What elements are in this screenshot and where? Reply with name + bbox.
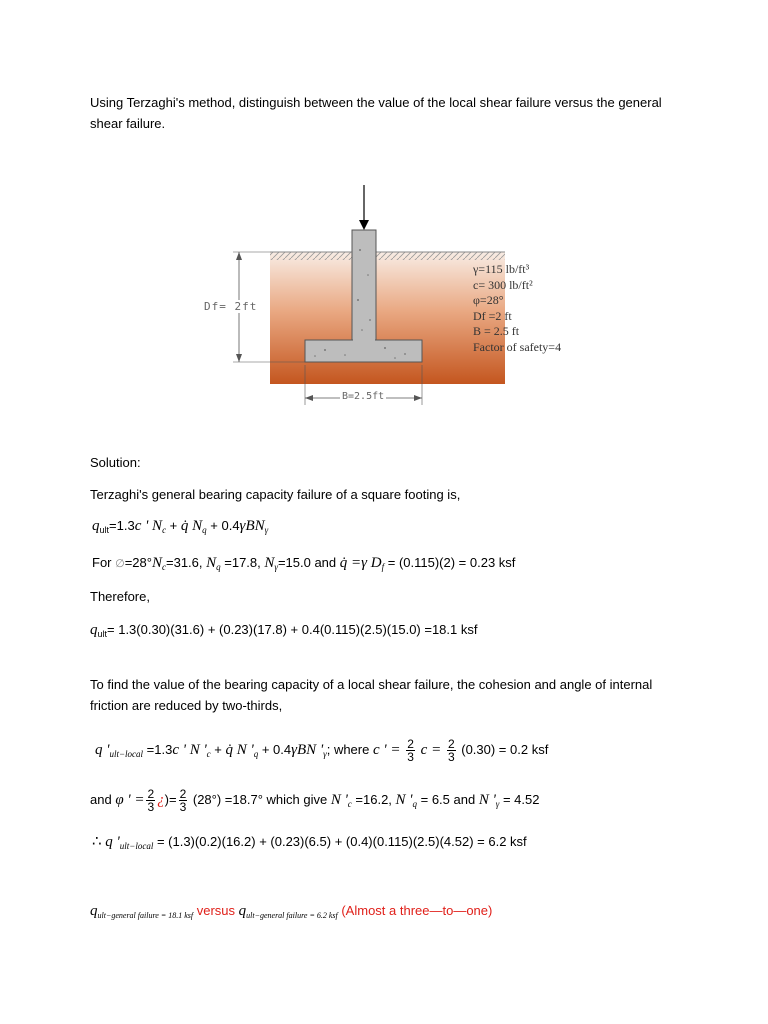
local-shear-intro-1: To find the value of the bearing capacity of a local shear failure, the cohesion and angle of internal xyxy=(90,677,653,692)
equation-local-capacity: q '$_{ult-local} =1.3c$ ' N '$_c$ + q̇ N '$_q + 0.4\gamma BN$ '$_\gamma$; where c ' = $\frac{2}{3}$ c = $\frac{2}{3}$ (0.30) = 0.2 ksf xyxy=(95,737,549,765)
param-df: Df =2 ft xyxy=(473,308,512,323)
param-cohesion: c= 300 lb/ft² xyxy=(473,277,533,292)
equation-local-phi: and φ ' = $\frac{2}{3}$ ¿)= $\frac{2}{3}$ (28°) =18.7° which give N '$_c =16.2$, N '$_q = 6.5$ and N '$_\gamma = 4.52$ xyxy=(90,787,540,815)
param-factor-of-safety: Factor of safety=4 xyxy=(473,339,562,354)
footing-column xyxy=(352,230,376,340)
final-comparison: $q_{ult-general failure = 18.1 ksf}$ versus $q_{ult-general failure = 6.2 ksf}$ (Almost a three—to—one) xyxy=(90,903,493,920)
param-gamma: γ=115 lb/ft³ xyxy=(473,262,530,276)
local-shear-intro-2: friction are reduced by two-thirds, xyxy=(90,698,283,713)
equation-general-result: $q_{ult}= 1.3(0.30)(31.6) + (0.23)(17.8) + 0.4(0.115)(2.5)(15.0) =18.1$ ksf xyxy=(90,622,478,639)
df-label: Df= 2ft xyxy=(204,300,258,313)
solution-intro: Terzaghi's general bearing capacity failure of a square footing is, xyxy=(90,487,461,502)
b-label: B=2.5ft xyxy=(342,391,385,402)
question-line-1: Using Terzaghi's method, distinguish between the value of the local shear failure versus the general xyxy=(90,95,662,110)
param-phi: φ=28° xyxy=(473,293,504,307)
bearing-factors-line: For $\emptyset=28^\circ N_c=31.6$, $N_q =17.8$, $N_\gamma=15.0$ and q̇ =γ $D_f = (0.115)(2) = 0.23$ ksf xyxy=(92,555,516,572)
ground-hatch xyxy=(270,252,505,260)
param-b: B = 2.5 ft xyxy=(473,324,520,338)
equation-local-result: ∴ q '$_{ult-local} = (1.3)(0.2)(16.2) + (0.23)(6.5) + (0.4)(0.115)(2.5)(4.52) = 6.2$ ksf xyxy=(92,833,527,851)
therefore-label: Therefore, xyxy=(90,589,150,604)
solution-heading: Solution: xyxy=(90,455,141,470)
question-line-2: shear failure. xyxy=(90,116,166,131)
soil-parameters xyxy=(473,262,561,355)
soil-block xyxy=(270,252,505,384)
equation-general-capacity: $q_{ult}=1.3c$ ' $N_c$ + q̇ $N_q + 0.4\gamma BN_\gamma$ xyxy=(92,518,269,535)
footing-base xyxy=(305,340,422,362)
